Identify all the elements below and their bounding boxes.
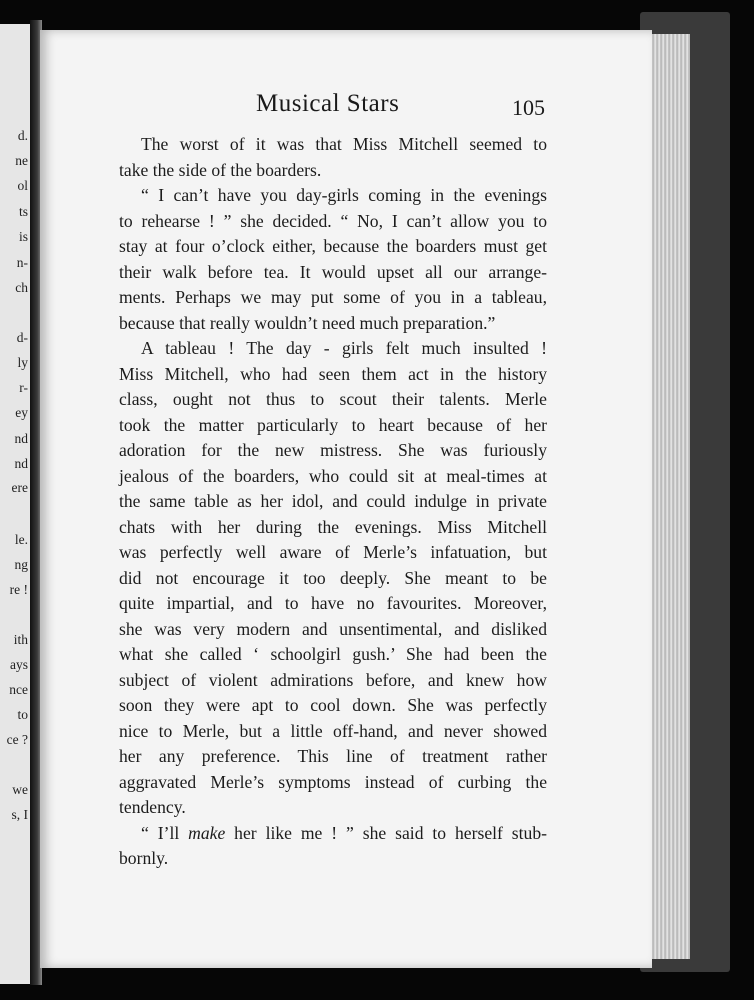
text-line: she was very modern and unsentimental, and disliked bbox=[119, 618, 547, 639]
page-edges bbox=[650, 34, 690, 959]
body-text bbox=[119, 132, 547, 872]
text-line: the same table as her idol, and could indulge in private bbox=[119, 491, 547, 511]
text-line: was perfectly well aware of Merle’s infatuation, but bbox=[119, 542, 547, 562]
previous-page-fragment: ch bbox=[15, 280, 28, 295]
previous-page-fragment: is bbox=[18, 229, 28, 244]
text-line: aggravated Merle’s symptoms instead of curbing the bbox=[119, 771, 547, 792]
text-line: chats with her during the evenings. Miss Mitchell bbox=[119, 516, 547, 537]
text-line: to rehearse ! ” she decided. “ No, I can’t allow you to bbox=[119, 210, 547, 231]
text-line: tendency. bbox=[119, 797, 186, 817]
previous-page-fragment: ol bbox=[17, 178, 28, 193]
text-line: class, ought not thus to scout their talents. Merle bbox=[119, 389, 547, 409]
text-line: their walk before tea. It would upset all our arrange- bbox=[119, 261, 547, 282]
text-line: did not encourage it too deeply. She meant to be bbox=[119, 567, 547, 588]
text-line: what she called ‘ schoolgirl gush.’ She had been the bbox=[119, 644, 547, 664]
text-line: bornly. bbox=[119, 848, 169, 868]
text-line: Miss Mitchell, who had seen them act in the history bbox=[119, 363, 547, 384]
text-line: “ I can’t have you day-girls coming in the evenings bbox=[141, 185, 547, 205]
previous-page-fragment: we bbox=[12, 782, 28, 797]
text-line: her any preference. This line of treatment rather bbox=[119, 746, 547, 766]
emphasized-word: make bbox=[188, 822, 226, 843]
book-page bbox=[40, 30, 652, 968]
previous-page-fragment: ng bbox=[14, 557, 28, 572]
page-number: 105 bbox=[512, 95, 545, 120]
running-head bbox=[40, 90, 652, 130]
text-line: nice to Merle, but a little off-hand, and never showed bbox=[119, 720, 547, 741]
text-line-end: her like me ! ” she said to herself stub- bbox=[225, 822, 547, 843]
previous-page-fragment: nce bbox=[9, 682, 28, 697]
previous-page-fragment: d- bbox=[16, 330, 28, 345]
previous-page-fragment: re ! bbox=[9, 582, 28, 597]
previous-page-fragment: ce ? bbox=[6, 732, 28, 747]
text-line: stay at four o’clock either, because the boarders must get bbox=[119, 236, 547, 256]
previous-page-fragment: ne bbox=[15, 153, 28, 168]
previous-page-fragment: s, I bbox=[11, 807, 28, 822]
text-line: The worst of it was that Miss Mitchell seemed to bbox=[141, 134, 547, 154]
page-title: Musical Stars bbox=[256, 90, 400, 117]
previous-page-fragment: ly bbox=[17, 355, 28, 370]
previous-page-fragment: le. bbox=[14, 532, 28, 547]
previous-page-fragment: ey bbox=[15, 405, 28, 420]
text-line: take the side of the boarders. bbox=[119, 159, 322, 180]
text-line: because that really wouldn’t need much preparation.” bbox=[119, 312, 496, 333]
previous-page-fragment: to bbox=[17, 707, 28, 722]
text-line bbox=[119, 821, 547, 847]
previous-page-fragment: nd bbox=[14, 456, 28, 471]
text-line: ments. Perhaps we may put some of you in a tableau, bbox=[119, 287, 547, 307]
previous-page-fragment: r- bbox=[19, 380, 28, 395]
previous-page-fragment: n- bbox=[16, 255, 28, 270]
text-line: adoration for the new mistress. She was furiously bbox=[119, 440, 547, 460]
previous-page-fragment: ts bbox=[18, 204, 28, 219]
previous-page-fragment: ere bbox=[11, 480, 28, 495]
previous-page-fragment: ays bbox=[10, 657, 28, 672]
text-line: subject of violent admirations before, and knew how bbox=[119, 669, 547, 690]
text-line: A tableau ! The day - girls felt much insulted ! bbox=[141, 338, 547, 358]
previous-page-fragment: d. bbox=[17, 128, 28, 143]
previous-page-fragment: ith bbox=[13, 632, 28, 647]
previous-page-margin bbox=[0, 24, 32, 984]
text-line: soon they were apt to cool down. She was perfectly bbox=[119, 695, 547, 715]
text-line-start: “ I’ll bbox=[141, 822, 189, 843]
previous-page-fragment: nd bbox=[14, 431, 28, 446]
text-line: quite impartial, and to have no favourites. Moreover, bbox=[119, 593, 547, 613]
text-line: took the matter particularly to heart because of her bbox=[119, 414, 547, 435]
text-line: jealous of the boarders, who could sit at meal-times at bbox=[119, 465, 547, 486]
